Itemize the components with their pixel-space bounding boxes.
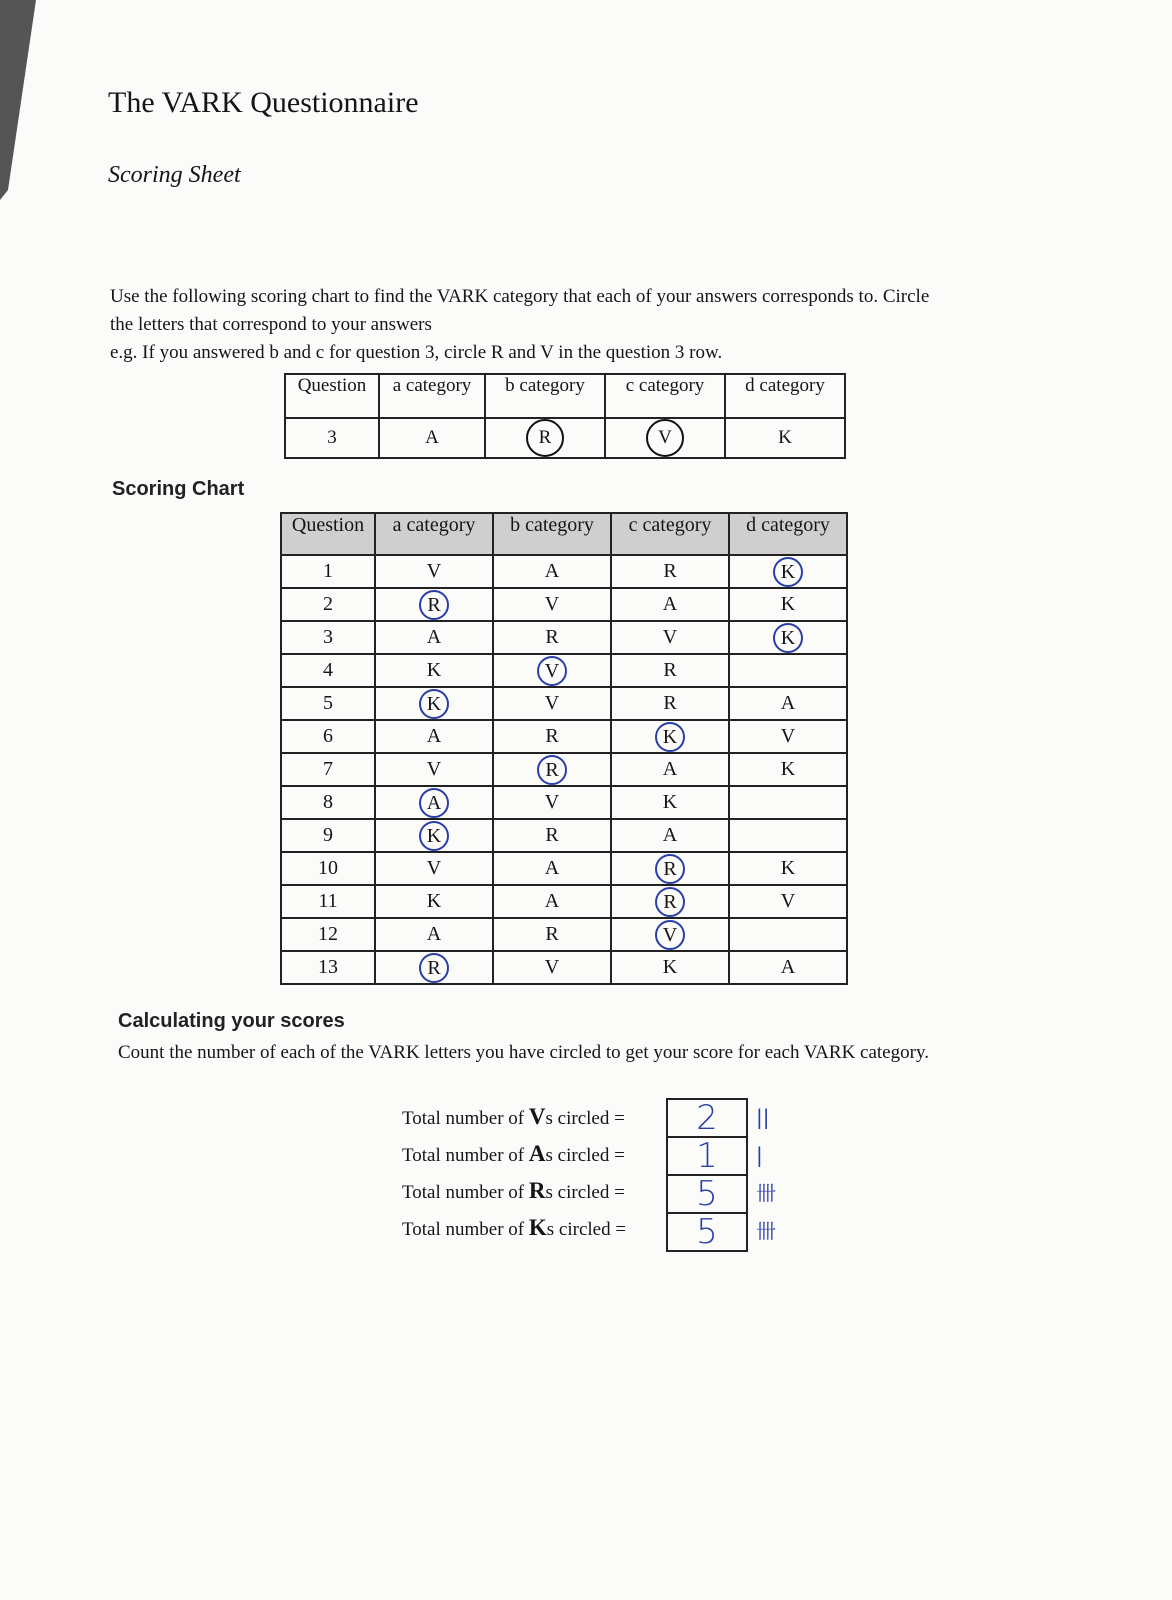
cell: R [611,654,729,687]
label-letter: K [528,1215,547,1240]
cell: V [729,720,847,753]
instructions-line-1: Use the following scoring chart to find the VARK category that each of your answers corresponds to. Circle [110,286,930,307]
total-label [402,1135,626,1172]
circled-letter: R [526,419,564,457]
cell: K [375,654,493,687]
cell: A [493,555,611,588]
label-letter: A [528,1141,546,1166]
cell: 7 [281,753,375,786]
tally-mark: 卌 [756,1219,776,1243]
cell [485,418,605,458]
label-suffix: s circled = [545,1145,625,1166]
header-cell: d category [725,374,845,418]
label-letter: V [528,1104,546,1129]
header-cell: a category [375,513,493,555]
instructions [110,283,1030,367]
cell: 10 [281,852,375,885]
cell [605,418,725,458]
cell: R [611,555,729,588]
cell: 6 [281,720,375,753]
cell [375,786,493,819]
circled-letter: V [537,656,567,686]
cell: A [493,885,611,918]
circled-letter: R [655,887,685,917]
table-row [281,786,847,819]
table-row [281,951,847,984]
header-cell: Question [281,513,375,555]
cell: A [379,418,485,458]
table-row [281,885,847,918]
cell: R [493,720,611,753]
tally-mark: | [756,1143,763,1167]
cell: 11 [281,885,375,918]
table-row [281,819,847,852]
tally-mark: 卌 [756,1181,776,1205]
cell [729,654,847,687]
cell: R [493,918,611,951]
cell: 13 [281,951,375,984]
table-row [281,852,847,885]
cell [375,951,493,984]
circled-letter: K [655,722,685,752]
circled-letter: R [537,755,567,785]
cell: 5 [281,687,375,720]
total-value[interactable]: 1 [668,1138,746,1176]
cell: A [611,819,729,852]
cell [493,654,611,687]
circled-letter: K [419,689,449,719]
cell: V [493,588,611,621]
page-edge-shadow [0,0,36,200]
total-value[interactable]: 5 [668,1176,746,1214]
circled-letter: V [646,419,684,457]
cell: K [375,885,493,918]
cell [729,555,847,588]
cell: 4 [281,654,375,687]
table-row [281,687,847,720]
cell: K [611,951,729,984]
total-value[interactable]: 2 [668,1100,746,1138]
totals-labels [402,1098,626,1246]
circled-letter: R [419,590,449,620]
cell: A [729,951,847,984]
cell: R [611,687,729,720]
instructions-line-3: e.g. If you answered b and c for question 3, circle R and V in the question 3 row. [110,342,723,363]
label-suffix: s circled = [545,1108,625,1129]
label-prefix: Total number of [402,1145,529,1166]
instructions-line-2: the letters that correspond to your answers [110,314,432,335]
cell: K [611,786,729,819]
header-cell: Question [285,374,379,418]
cell: V [493,786,611,819]
cell: V [729,885,847,918]
circled-letter: R [655,854,685,884]
header-cell: d category [729,513,847,555]
label-prefix: Total number of [402,1219,529,1240]
table-row [281,918,847,951]
cell [611,918,729,951]
label-prefix: Total number of [402,1108,529,1129]
cell [611,885,729,918]
cell: K [729,588,847,621]
cell: K [729,852,847,885]
scoring-chart-heading: Scoring Chart [112,478,245,500]
cell [375,687,493,720]
page-title: The VARK Questionnaire [108,86,419,119]
example-table [284,373,846,459]
total-value[interactable]: 5 [696,1212,718,1252]
cell: 2 [281,588,375,621]
cell: K [729,753,847,786]
cell: V [493,951,611,984]
table-row [281,654,847,687]
cell [729,621,847,654]
tally-mark: || [756,1105,770,1129]
header-cell: c category [605,374,725,418]
cell: A [493,852,611,885]
table-row [281,720,847,753]
calculating-text: Count the number of each of the VARK letters you have circled to get your score for each VARK category. [118,1042,929,1063]
label-letter: R [528,1178,546,1203]
cell: A [611,753,729,786]
scoring-chart-table [280,512,848,985]
cell: V [493,687,611,720]
cell: 3 [285,418,379,458]
cell: V [375,753,493,786]
cell [729,918,847,951]
cell [611,852,729,885]
total-label [402,1172,626,1209]
cell [729,786,847,819]
circled-letter: K [419,821,449,851]
header-cell: b category [485,374,605,418]
cell: V [611,621,729,654]
circled-letter: A [419,788,449,818]
cell: A [375,918,493,951]
calculating-heading: Calculating your scores [118,1010,345,1032]
label-prefix: Total number of [402,1182,529,1203]
table-row [281,621,847,654]
tally-marks [756,1098,776,1250]
cell: V [375,852,493,885]
header-cell: a category [379,374,485,418]
header-cell: b category [493,513,611,555]
cell: 8 [281,786,375,819]
label-suffix: s circled = [545,1182,625,1203]
circled-letter: R [419,953,449,983]
circled-letter: K [773,557,803,587]
cell: R [493,819,611,852]
label-suffix: s circled = [546,1219,627,1240]
cell: K [725,418,845,458]
cell: 1 [281,555,375,588]
cell: 3 [281,621,375,654]
total-label [402,1209,626,1246]
total-label [402,1098,626,1135]
table-row [281,588,847,621]
cell: A [611,588,729,621]
table-row [281,753,847,786]
table-row [281,555,847,588]
cell: A [375,720,493,753]
cell: A [729,687,847,720]
cell [611,720,729,753]
page-subtitle: Scoring Sheet [108,162,241,188]
cell [493,753,611,786]
circled-letter: K [773,623,803,653]
cell: V [375,555,493,588]
header-cell: c category [611,513,729,555]
cell: 12 [281,918,375,951]
cell [729,819,847,852]
totals-boxes [666,1098,748,1252]
cell: A [375,621,493,654]
cell: R [493,621,611,654]
circled-letter: V [655,920,685,950]
cell [375,588,493,621]
cell: 9 [281,819,375,852]
cell [375,819,493,852]
